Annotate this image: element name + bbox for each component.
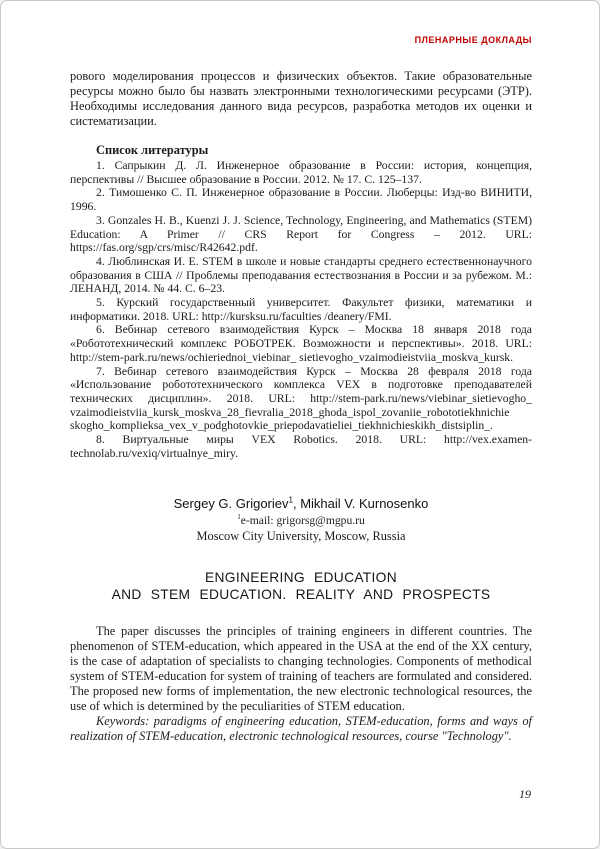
abstract-paragraph: The paper discusses the principles of training engineers in different countries. The phenomenon of STEM-education, which appeared in the USA at the end of the XX century, is the case of adaptation of specialists to changing technologies. Components of methodical system of STEM-education for system of training of teachers are formulated and considered. The proposed new forms of implementation, the new electronic technological resources, the use of which is determined by the peculiarities of STEM education.	[70, 624, 532, 714]
reference-item: 7. Вебинар сетевого взаимодействия Курск – Москва 28 февраля 2018 года «Использование робототехнического комплекса VEX в подготовке преподавателей технических дисциплин». 2018. URL: http://stem-park.ru/news/viebinar_sietievogho_ vzaimodieistviia_kursk_moskva_28_fievralia_2018_ghoda_ispol_zovaniie_robototiekhnichie skogho_komplieksa_vex_v_podghotovkie_priepodavatieliei_tiekhnichieskikh_distsiplin_.	[70, 364, 532, 433]
author-name: Sergey G. Grigoriev	[173, 496, 289, 512]
reference-item: 3. Gonzales H. B., Kuenzi J. J. Science, Technology, Engineering, and Mathematics (STEM) Education: A Primer // CRS Report for Congress – 2012. URL: https://fas.org/sgp/crs/misc/R42642.pdf.	[70, 213, 532, 255]
author-name: , Mikhail V. Kurnosenko	[292, 496, 429, 512]
author-email: e-mail: grigorsg@mgpu.ru	[240, 514, 365, 528]
reference-item: 4. Люблинская И. Е. STEM в школе и новые стандарты среднего естественнонаучного образования в США // Проблемы преподавания естествознания в России и за рубежом. М.: ЛЕНАНД, 2014. № 44. С. 6–23.	[70, 254, 532, 296]
intro-paragraph: рового моделирования процессов и физических объектов. Такие образовательные ресурсы можно было бы назвать электронными технологическими ресурсами (ЭТР). Необходимы исследования данного вида ресурсов, разработка методов их оценки и систематизации.	[70, 69, 532, 128]
affiliation-line: Moscow City University, Moscow, Russia	[196, 529, 406, 544]
running-header: ПЛЕНАРНЫЕ ДОКЛАДЫ	[414, 35, 532, 45]
reference-item: 2. Тимошенко С. П. Инженерное образование в России. Люберцы: Изд-во ВИНИТИ, 1996.	[70, 186, 532, 214]
authors-line	[70, 496, 532, 511]
email-line	[70, 514, 532, 527]
reference-item: 6. Вебинар сетевого взаимодействия Курск – Москва 18 января 2018 года «Робототехнический комплекс РОБОТРЕК. Возможности и перспективы». 2018. URL: http://stem-park.ru/news/ochieriednoi_viebinar_ sietievogho_vzaimodieistviia_moskva_kursk.	[70, 323, 532, 364]
page-number: 19	[519, 787, 531, 801]
article-title-line-1: ENGINEERING EDUCATION	[205, 570, 397, 586]
article-title-line-2: AND STEM EDUCATION. REALITY AND PROSPECTS	[111, 587, 491, 603]
references-heading: Список литературы	[96, 143, 209, 157]
reference-item: 5. Курский государственный университет. Факультет физики, математики и информатики. 2018. URL: http://kursksu.ru/faculties /deanery/FMI.	[70, 296, 532, 323]
reference-item: 1. Сапрыкин Д. Л. Инженерное образование в России: история, концепция, перспективы // Высшее образование в России. 2012. № 17. С. 125–137.	[70, 159, 532, 186]
reference-item: 8. Виртуальные миры VEX Robotics. 2018. URL: http://vex.examen-technolab.ru/vexiq/virtualnye_miry.	[70, 433, 532, 460]
author-affiliation-mark: 1	[288, 496, 293, 506]
keywords-paragraph: Keywords: paradigms of engineering education, STEM-education, forms and ways of realization of STEM-education, electronic technological resources, course "Technology".	[70, 714, 532, 744]
article-title	[70, 569, 532, 603]
page-content	[70, 35, 532, 744]
email-affiliation-mark: 1	[237, 513, 241, 522]
